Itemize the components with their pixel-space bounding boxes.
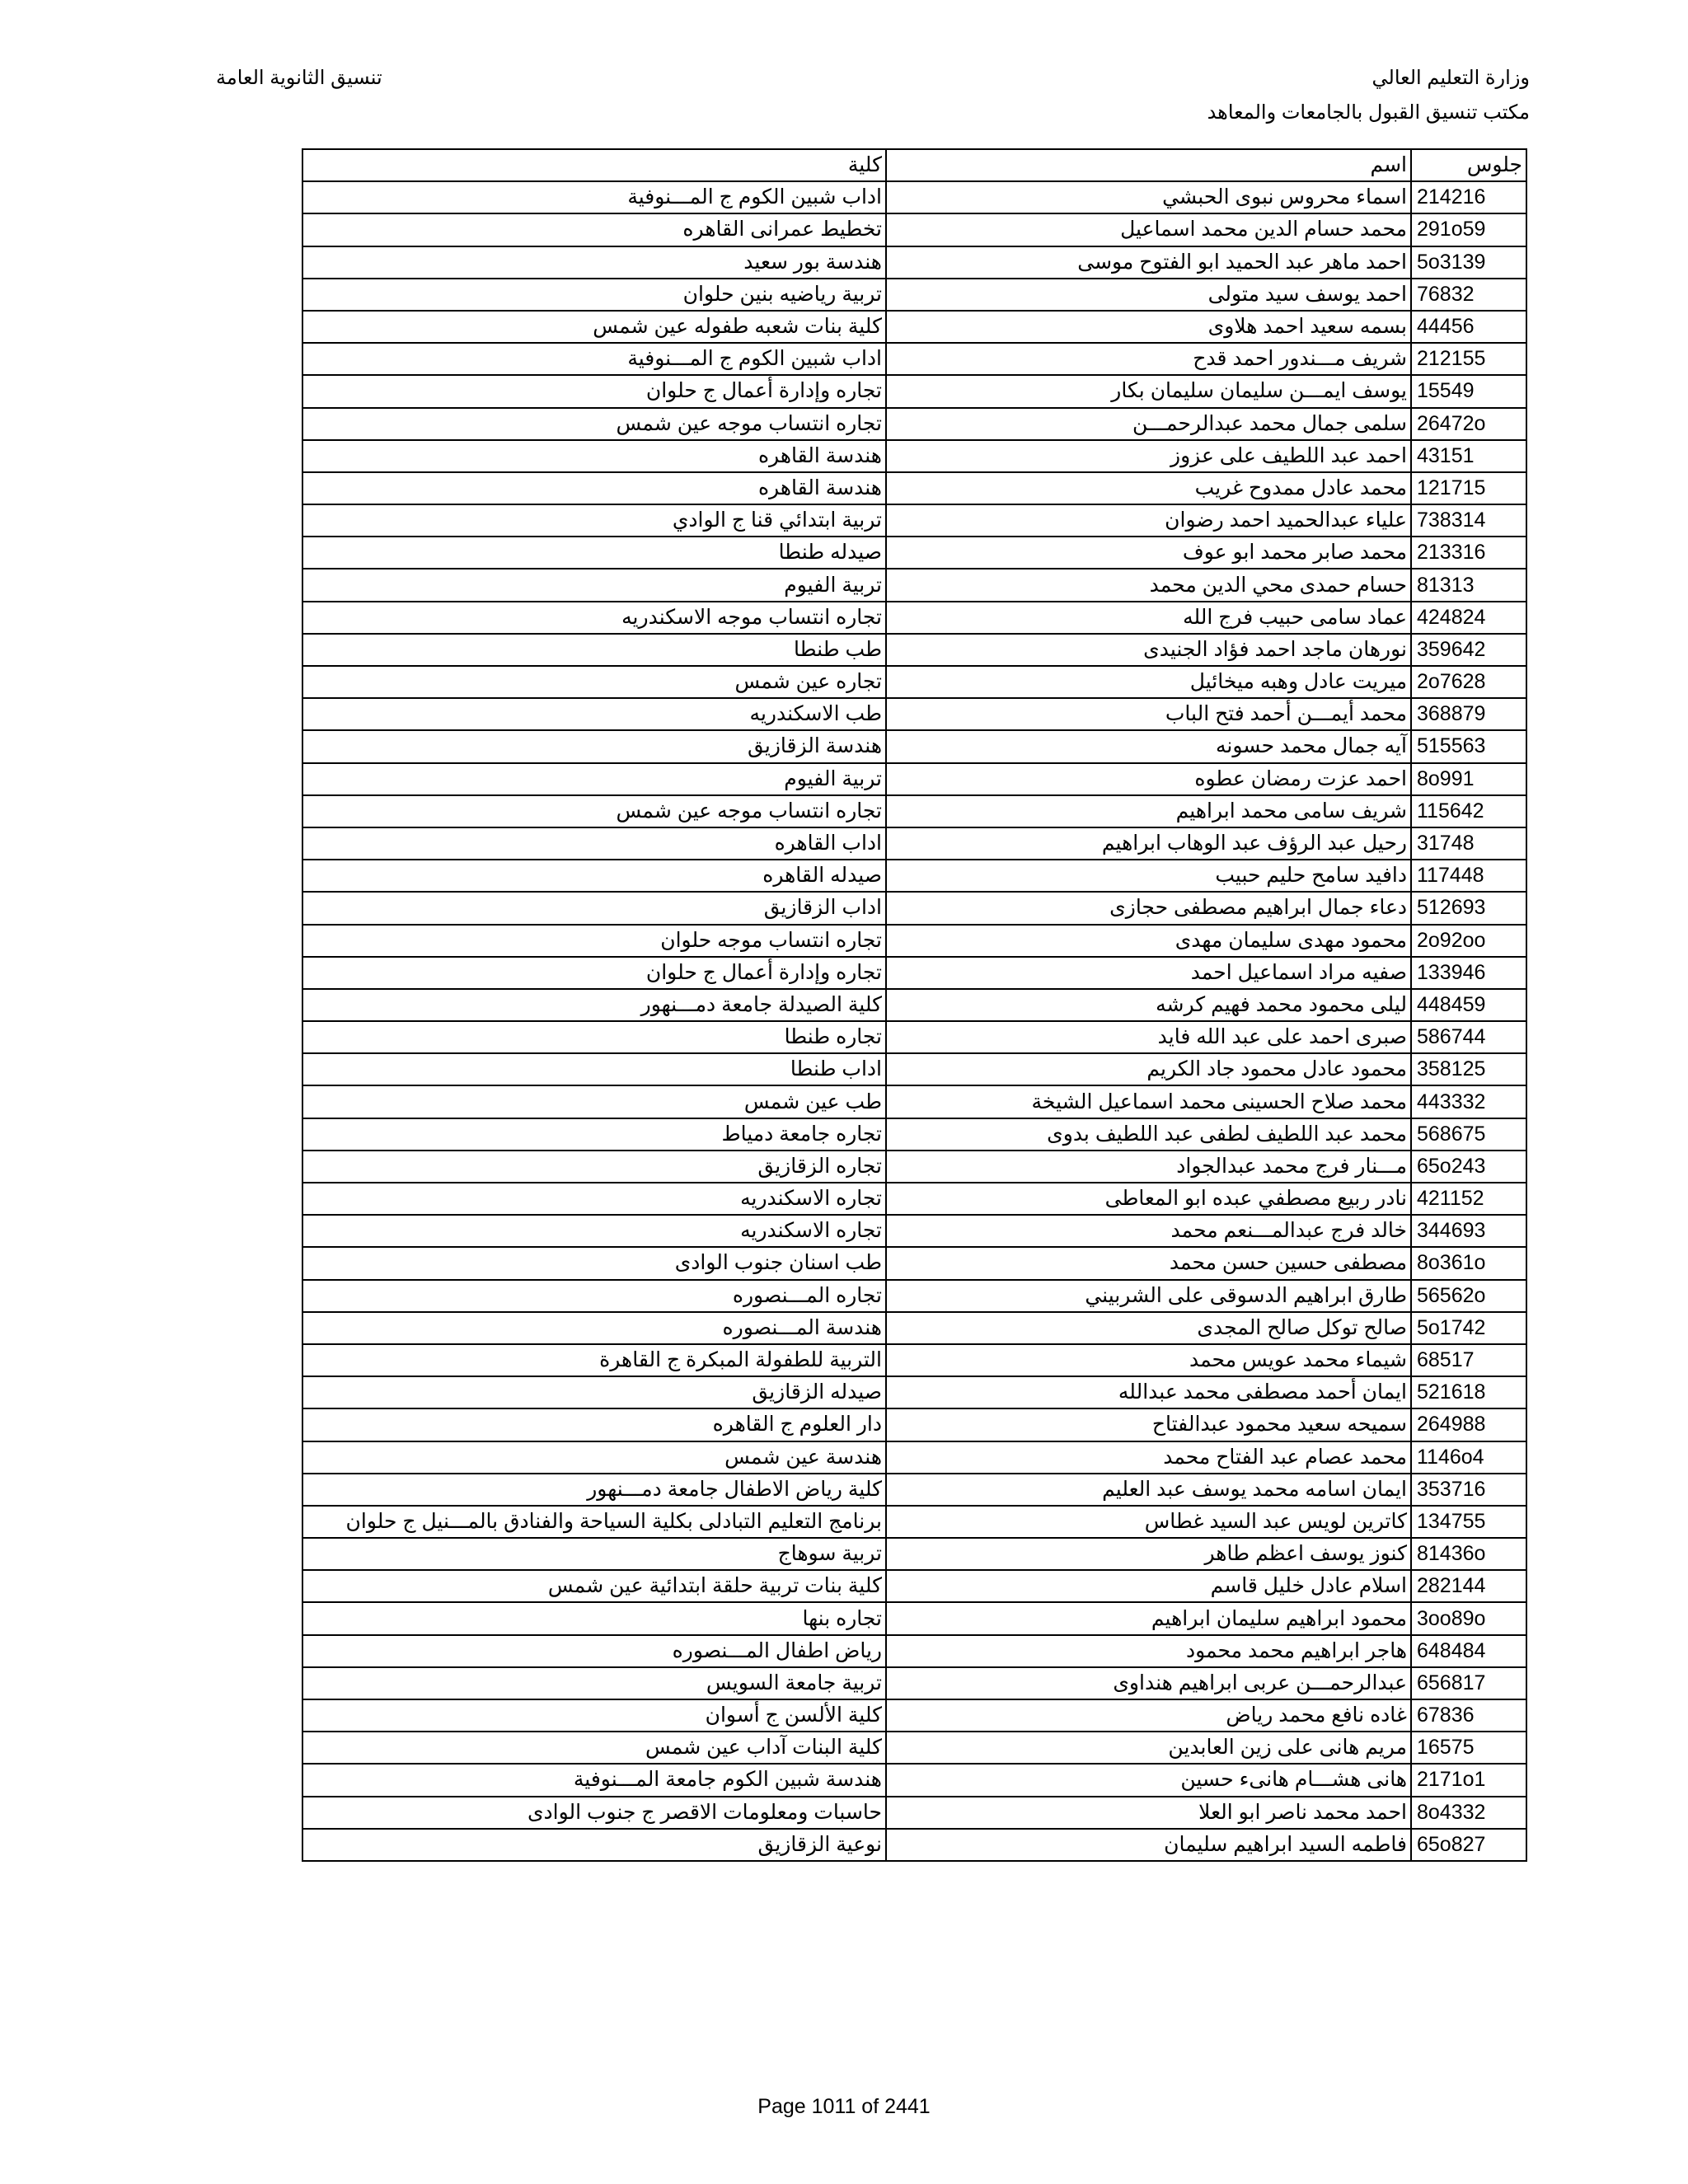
table-row: [302, 1215, 1526, 1247]
faculty-cell: اداب الزقازيق: [302, 892, 886, 924]
faculty-cell: تربية الفيوم: [302, 569, 886, 601]
table-row: [302, 1053, 1526, 1085]
seat-cell: 76832: [1411, 279, 1526, 311]
admissions-table-body: [302, 149, 1526, 1861]
student-name-cell: كنوز يوسف اعظم طاهر: [886, 1538, 1411, 1570]
faculty-cell: كلية الألسن ج أسوان: [302, 1699, 886, 1732]
seat-cell: 5o3139: [1411, 246, 1526, 279]
table-row: [302, 1699, 1526, 1732]
student-name-cell: محمد حسام الدين محمد اسماعيل: [886, 213, 1411, 246]
seat-cell: 133946: [1411, 957, 1526, 989]
seat-cell: 648484: [1411, 1635, 1526, 1667]
seat-cell: 121715: [1411, 472, 1526, 504]
student-name-cell: بسمه سعيد احمد هلاوى: [886, 311, 1411, 343]
faculty-cell: هندسة شبين الكوم جامعة المـــنوفية: [302, 1764, 886, 1796]
student-name-cell: غاده نافع محمد رياض: [886, 1699, 1411, 1732]
seat-cell: 134755: [1411, 1506, 1526, 1538]
table-row: [302, 795, 1526, 827]
student-name-cell: صالح توكل صالح المجدى: [886, 1312, 1411, 1344]
student-name-cell: مصطفى حسين حسن محمد: [886, 1247, 1411, 1279]
seat-cell: 81313: [1411, 569, 1526, 601]
table-row: [302, 957, 1526, 989]
seat-cell: 2o92oo: [1411, 925, 1526, 957]
seat-cell: 568675: [1411, 1118, 1526, 1151]
student-name-cell: مـــنار فرج محمد عبدالجواد: [886, 1151, 1411, 1183]
seat-cell: 512693: [1411, 892, 1526, 924]
table-row: [302, 1247, 1526, 1279]
faculty-cell: تجاره عين شمس: [302, 666, 886, 698]
document-header-ministry: [1207, 61, 1530, 130]
table-row: [302, 311, 1526, 343]
faculty-cell: صيدله الزقازيق: [302, 1376, 886, 1408]
student-name-cell: دعاء جمال ابراهيم مصطفى حجازى: [886, 892, 1411, 924]
seat-cell: 353716: [1411, 1474, 1526, 1506]
faculty-cell: تجاره وإدارة أعمال ج حلوان: [302, 375, 886, 407]
faculty-cell: تجاره بنها: [302, 1602, 886, 1634]
table-row: [302, 1667, 1526, 1699]
student-name-cell: شريف سامى محمد ابراهيم: [886, 795, 1411, 827]
seat-cell: 264988: [1411, 1408, 1526, 1441]
seat-cell: 2171o1: [1411, 1764, 1526, 1796]
seat-cell: 212155: [1411, 343, 1526, 375]
faculty-cell: حاسبات ومعلومات الاقصر ج جنوب الوادى: [302, 1797, 886, 1829]
seat-cell: 291o59: [1411, 213, 1526, 246]
faculty-cell: تجاره انتساب موجه الاسكندريه: [302, 602, 886, 634]
table-row: [302, 1344, 1526, 1376]
faculty-cell: صيدله القاهره: [302, 860, 886, 892]
faculty-cell: هندسة المـــنصوره: [302, 1312, 886, 1344]
office-title: مكتب تنسيق القبول بالجامعات والمعاهد: [1207, 101, 1530, 124]
student-name-cell: صبرى احمد على عبد الله فايد: [886, 1021, 1411, 1053]
seat-cell: 44456: [1411, 311, 1526, 343]
seat-cell: 65o827: [1411, 1829, 1526, 1861]
student-name-cell: نورهان ماجد احمد فؤاد الجنيدى: [886, 634, 1411, 666]
seat-cell: 213316: [1411, 537, 1526, 569]
seat-cell: 586744: [1411, 1021, 1526, 1053]
faculty-cell: تربية سوهاج: [302, 1538, 886, 1570]
student-name-cell: طارق ابراهيم الدسوقى على الشربيني: [886, 1280, 1411, 1312]
table-row: [302, 375, 1526, 407]
student-name-cell: محمود ابراهيم سليمان ابراهيم: [886, 1602, 1411, 1634]
seat-cell: 443332: [1411, 1085, 1526, 1118]
table-row: [302, 213, 1526, 246]
faculty-cell: تجاره المـــنصوره: [302, 1280, 886, 1312]
student-name-cell: فاطمه السيد ابراهيم سليمان: [886, 1829, 1411, 1861]
table-row: [302, 1538, 1526, 1570]
faculty-cell: صيدله طنطا: [302, 537, 886, 569]
seat-cell: 656817: [1411, 1667, 1526, 1699]
student-name-cell: دافيد سامح حليم حبيب: [886, 860, 1411, 892]
table-row: [302, 892, 1526, 924]
faculty-cell: برنامج التعليم التبادلى بكلية السياحة والفنادق بالمـــنيل ج حلوان: [302, 1506, 886, 1538]
student-name-cell: رحيل عبد الرؤف عبد الوهاب ابراهيم: [886, 827, 1411, 860]
seat-cell: 56562o: [1411, 1280, 1526, 1312]
faculty-cell: هندسة بور سعيد: [302, 246, 886, 279]
student-name-cell: علياء عبدالحميد احمد رضوان: [886, 504, 1411, 537]
table-row: [302, 246, 1526, 279]
student-name-cell: ايمان اسامه محمد يوسف عبد العليم: [886, 1474, 1411, 1506]
seat-cell: 521618: [1411, 1376, 1526, 1408]
table-row: [302, 666, 1526, 698]
student-name-cell: محمود عادل محمود جاد الكريم: [886, 1053, 1411, 1085]
faculty-cell: تربية رياضيه بنين حلوان: [302, 279, 886, 311]
column-header-name: اسم: [886, 149, 1411, 181]
table-row: [302, 1151, 1526, 1183]
table-row: [302, 343, 1526, 375]
page-number: Page 1011 of 2441: [757, 2095, 931, 2118]
faculty-cell: رياض اطفال المـــنصوره: [302, 1635, 886, 1667]
table-row: [302, 1021, 1526, 1053]
student-name-cell: محمد عادل ممدوح غريب: [886, 472, 1411, 504]
faculty-cell: تجاره الاسكندريه: [302, 1215, 886, 1247]
seat-cell: 43151: [1411, 440, 1526, 472]
student-name-cell: عماد سامى حبيب فرج الله: [886, 602, 1411, 634]
student-name-cell: حسام حمدى محي الدين محمد: [886, 569, 1411, 601]
faculty-cell: كلية الصيدلة جامعة دمـــنهور: [302, 989, 886, 1021]
seat-cell: 8o361o: [1411, 1247, 1526, 1279]
column-header-faculty: كلية: [302, 149, 886, 181]
faculty-cell: طب طنطا: [302, 634, 886, 666]
faculty-cell: طب عين شمس: [302, 1085, 886, 1118]
table-row: [302, 989, 1526, 1021]
table-row: [302, 634, 1526, 666]
seat-cell: 26472o: [1411, 408, 1526, 440]
table-row: [302, 1764, 1526, 1796]
faculty-cell: تجاره وإدارة أعمال ج حلوان: [302, 957, 886, 989]
seat-cell: 8o4332: [1411, 1797, 1526, 1829]
table-row: [302, 1732, 1526, 1764]
student-name-cell: احمد ماهر عبد الحميد ابو الفتوح موسى: [886, 246, 1411, 279]
table-row: [302, 763, 1526, 795]
faculty-cell: تربية الفيوم: [302, 763, 886, 795]
seat-cell: 8o991: [1411, 763, 1526, 795]
faculty-cell: تربية ابتدائي قنا ج الوادي: [302, 504, 886, 537]
seat-cell: 15549: [1411, 375, 1526, 407]
student-name-cell: سميحه سعيد محمود عبدالفتاح: [886, 1408, 1411, 1441]
student-name-cell: احمد محمد ناصر ابو العلا: [886, 1797, 1411, 1829]
table-row: [302, 1570, 1526, 1602]
table-row: [302, 602, 1526, 634]
faculty-cell: نوعية الزقازيق: [302, 1829, 886, 1861]
table-row: [302, 1118, 1526, 1151]
seat-cell: 344693: [1411, 1215, 1526, 1247]
faculty-cell: كلية بنات تربية حلقة ابتدائية عين شمس: [302, 1570, 886, 1602]
table-row: [302, 1312, 1526, 1344]
table-row: [302, 408, 1526, 440]
faculty-cell: كلية رياض الاطفال جامعة دمـــنهور: [302, 1474, 886, 1506]
table-row: [302, 860, 1526, 892]
seat-cell: 359642: [1411, 634, 1526, 666]
table-row: [302, 827, 1526, 860]
seat-cell: 16575: [1411, 1732, 1526, 1764]
faculty-cell: اداب طنطا: [302, 1053, 886, 1085]
faculty-cell: اداب شبين الكوم ج المـــنوفية: [302, 343, 886, 375]
student-name-cell: محمد عبد اللطيف لطفى عبد اللطيف بدوى: [886, 1118, 1411, 1151]
faculty-cell: طب اسنان جنوب الوادى: [302, 1247, 886, 1279]
seat-cell: 282144: [1411, 1570, 1526, 1602]
faculty-cell: هندسة الزقازيق: [302, 730, 886, 762]
seat-cell: 68517: [1411, 1344, 1526, 1376]
faculty-cell: تجاره انتساب موجه حلوان: [302, 925, 886, 957]
seat-cell: 117448: [1411, 860, 1526, 892]
faculty-cell: دار العلوم ج القاهره: [302, 1408, 886, 1441]
seat-cell: 424824: [1411, 602, 1526, 634]
table-row: [302, 698, 1526, 730]
student-name-cell: محمد عصام عبد الفتاح محمد: [886, 1441, 1411, 1474]
seat-cell: 3oo89o: [1411, 1602, 1526, 1634]
student-name-cell: كاترين لويس عبد السيد غطاس: [886, 1506, 1411, 1538]
seat-cell: 2o7628: [1411, 666, 1526, 698]
seat-cell: 31748: [1411, 827, 1526, 860]
student-name-cell: هانى هشـــام هانىء حسين: [886, 1764, 1411, 1796]
table-row: [302, 1441, 1526, 1474]
student-name-cell: سلمى جمال محمد عبدالرحمـــن: [886, 408, 1411, 440]
seat-cell: 368879: [1411, 698, 1526, 730]
seat-cell: 81436o: [1411, 1538, 1526, 1570]
table-row: [302, 1408, 1526, 1441]
student-name-cell: آيه جمال محمد حسونه: [886, 730, 1411, 762]
table-row: [302, 181, 1526, 213]
student-name-cell: عبدالرحمـــن عربى ابراهيم هنداوى: [886, 1667, 1411, 1699]
table-row: [302, 279, 1526, 311]
student-name-cell: شيماء محمد عويس محمد: [886, 1344, 1411, 1376]
table-row: [302, 1797, 1526, 1829]
student-name-cell: احمد يوسف سيد متولى: [886, 279, 1411, 311]
seat-cell: 65o243: [1411, 1151, 1526, 1183]
faculty-cell: هندسة عين شمس: [302, 1441, 886, 1474]
seat-cell: 67836: [1411, 1699, 1526, 1732]
seat-cell: 5o1742: [1411, 1312, 1526, 1344]
table-row: [302, 730, 1526, 762]
table-row: [302, 1085, 1526, 1118]
faculty-cell: التربية للطفولة المبكرة ج القاهرة: [302, 1344, 886, 1376]
faculty-cell: تربية جامعة السويس: [302, 1667, 886, 1699]
faculty-cell: طب الاسكندريه: [302, 698, 886, 730]
faculty-cell: تجاره جامعة دمياط: [302, 1118, 886, 1151]
table-row: [302, 1602, 1526, 1634]
column-header-seat: جلوس: [1411, 149, 1526, 181]
table-row: [302, 1183, 1526, 1215]
faculty-cell: تجاره انتساب موجه عين شمس: [302, 408, 886, 440]
seat-cell: 1146o4: [1411, 1441, 1526, 1474]
table-header-row: [302, 149, 1526, 181]
faculty-cell: تجاره طنطا: [302, 1021, 886, 1053]
student-name-cell: محمد أيمـــن أحمد فتح الباب: [886, 698, 1411, 730]
table-row: [302, 1474, 1526, 1506]
table-row: [302, 472, 1526, 504]
student-name-cell: ايمان أحمد مصطفى محمد عبدالله: [886, 1376, 1411, 1408]
table-row: [302, 1506, 1526, 1538]
table-row: [302, 925, 1526, 957]
seat-cell: 448459: [1411, 989, 1526, 1021]
seat-cell: 738314: [1411, 504, 1526, 537]
student-name-cell: مريم هانى على زين العابدين: [886, 1732, 1411, 1764]
faculty-cell: تخطيط عمرانى القاهره: [302, 213, 886, 246]
table-row: [302, 537, 1526, 569]
student-name-cell: ميريت عادل وهبه ميخائيل: [886, 666, 1411, 698]
coordination-title: تنسيق الثانوية العامة: [216, 67, 382, 89]
student-name-cell: محمود مهدى سليمان مهدى: [886, 925, 1411, 957]
table-row: [302, 440, 1526, 472]
seat-cell: 421152: [1411, 1183, 1526, 1215]
student-name-cell: يوسف ايمـــن سليمان سليمان بكار: [886, 375, 1411, 407]
table-row: [302, 569, 1526, 601]
student-name-cell: شريف مـــندور احمد قدح: [886, 343, 1411, 375]
seat-cell: 358125: [1411, 1053, 1526, 1085]
faculty-cell: تجاره الاسكندريه: [302, 1183, 886, 1215]
table-row: [302, 1829, 1526, 1861]
faculty-cell: هندسة القاهره: [302, 472, 886, 504]
seat-cell: 515563: [1411, 730, 1526, 762]
faculty-cell: هندسة القاهره: [302, 440, 886, 472]
student-name-cell: ليلى محمود محمد فهيم كرشه: [886, 989, 1411, 1021]
faculty-cell: كلية بنات شعبه طفوله عين شمس: [302, 311, 886, 343]
student-name-cell: محمد صابر محمد ابو عوف: [886, 537, 1411, 569]
student-name-cell: هاجر ابراهيم محمد محمود: [886, 1635, 1411, 1667]
table-row: [302, 504, 1526, 537]
seat-cell: 115642: [1411, 795, 1526, 827]
table-row: [302, 1280, 1526, 1312]
student-name-cell: احمد عبد اللطيف على عزوز: [886, 440, 1411, 472]
faculty-cell: تجاره انتساب موجه عين شمس: [302, 795, 886, 827]
faculty-cell: تجاره الزقازيق: [302, 1151, 886, 1183]
seat-cell: 214216: [1411, 181, 1526, 213]
faculty-cell: اداب شبين الكوم ج المـــنوفية: [302, 181, 886, 213]
student-name-cell: احمد عزت رمضان عطوه: [886, 763, 1411, 795]
student-name-cell: صفيه مراد اسماعيل احمد: [886, 957, 1411, 989]
student-name-cell: نادر ربيع مصطفي عبده ابو المعاطى: [886, 1183, 1411, 1215]
student-name-cell: محمد صلاح الحسينى محمد اسماعيل الشيخة: [886, 1085, 1411, 1118]
student-name-cell: خالد فرج عبدالمـــنعم محمد: [886, 1215, 1411, 1247]
ministry-title: وزارة التعليم العالي: [1372, 67, 1530, 89]
faculty-cell: اداب القاهره: [302, 827, 886, 860]
student-name-cell: اسماء محروس نبوى الحبشي: [886, 181, 1411, 213]
faculty-cell: كلية البنات آداب عين شمس: [302, 1732, 886, 1764]
admissions-table: [302, 148, 1527, 1862]
table-row: [302, 1635, 1526, 1667]
table-row: [302, 1376, 1526, 1408]
student-name-cell: اسلام عادل خليل قاسم: [886, 1570, 1411, 1602]
